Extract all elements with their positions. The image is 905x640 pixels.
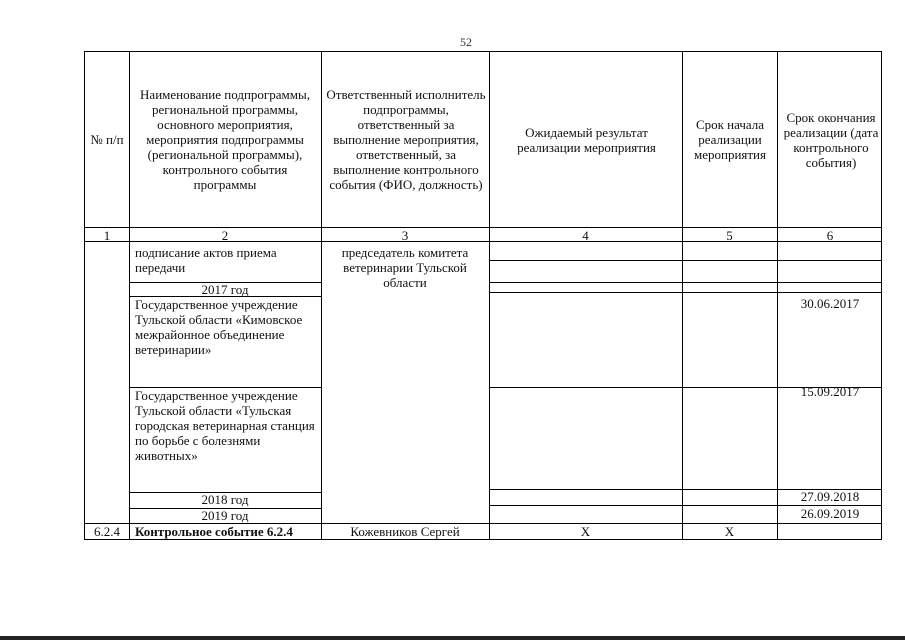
event-number: 6.2.4 <box>94 524 120 539</box>
event-start-mark: X <box>724 524 735 539</box>
end-date: 30.06.2017 <box>800 296 860 311</box>
scan-edge <box>0 636 905 640</box>
header-number: № п/п <box>90 132 124 147</box>
header-start: Срок начала реализации мероприятия <box>693 117 766 162</box>
page-number: 52 <box>460 35 472 49</box>
header-result: Ожидаемый результат реализации мероприятия <box>517 124 656 155</box>
column-number: 5 <box>726 228 733 243</box>
row-divider <box>489 292 881 293</box>
year-label: 2018 год <box>201 492 249 507</box>
column-number: 6 <box>826 228 834 243</box>
year-label: 2019 год <box>201 508 249 523</box>
col-divider <box>321 52 322 539</box>
end-date: 26.09.2019 <box>800 506 860 521</box>
schedule-table <box>84 51 882 540</box>
event-name: Контрольное событие 6.2.4 <box>135 524 293 539</box>
header-end: Срок окончания реализации (дата контрольного события) <box>783 109 879 170</box>
item-organization: Государственное учреждение Тульской области «Тульская городская ветеринарная станция по борьбе с болезнями животных» <box>135 388 315 463</box>
item-signing: подписание актов приема передачи <box>135 245 277 275</box>
event-person: Кожевников Сергей <box>350 524 460 539</box>
event-result-mark: X <box>580 524 591 539</box>
item-organization: Государственное учреждение Тульской области «Кимовское межрайонное объединение ветеринарии» <box>135 297 303 357</box>
row-divider <box>489 260 881 261</box>
column-number: 2 <box>221 228 229 243</box>
row-divider <box>489 282 881 283</box>
end-date: 15.09.2017 <box>800 384 860 399</box>
column-number: 4 <box>582 228 589 243</box>
end-date: 27.09.2018 <box>800 489 860 504</box>
responsible-person: председатель комитета ветеринарии Тульской области <box>341 245 469 290</box>
column-number: 1 <box>103 228 111 243</box>
column-number: 3 <box>401 228 409 243</box>
header-name: Наименование подпрограммы, региональной программы, основного мероприятия, мероприятия подпрограммы (региональной программы), контрольного события программы <box>140 87 310 192</box>
year-label: 2017 год <box>201 282 249 297</box>
col-divider <box>489 52 490 539</box>
header-responsible: Ответственный исполнитель подпрограммы, ответственный за выполнение мероприятия, ответственный, за выполнение контрольного события (ФИО, должность) <box>326 87 486 192</box>
